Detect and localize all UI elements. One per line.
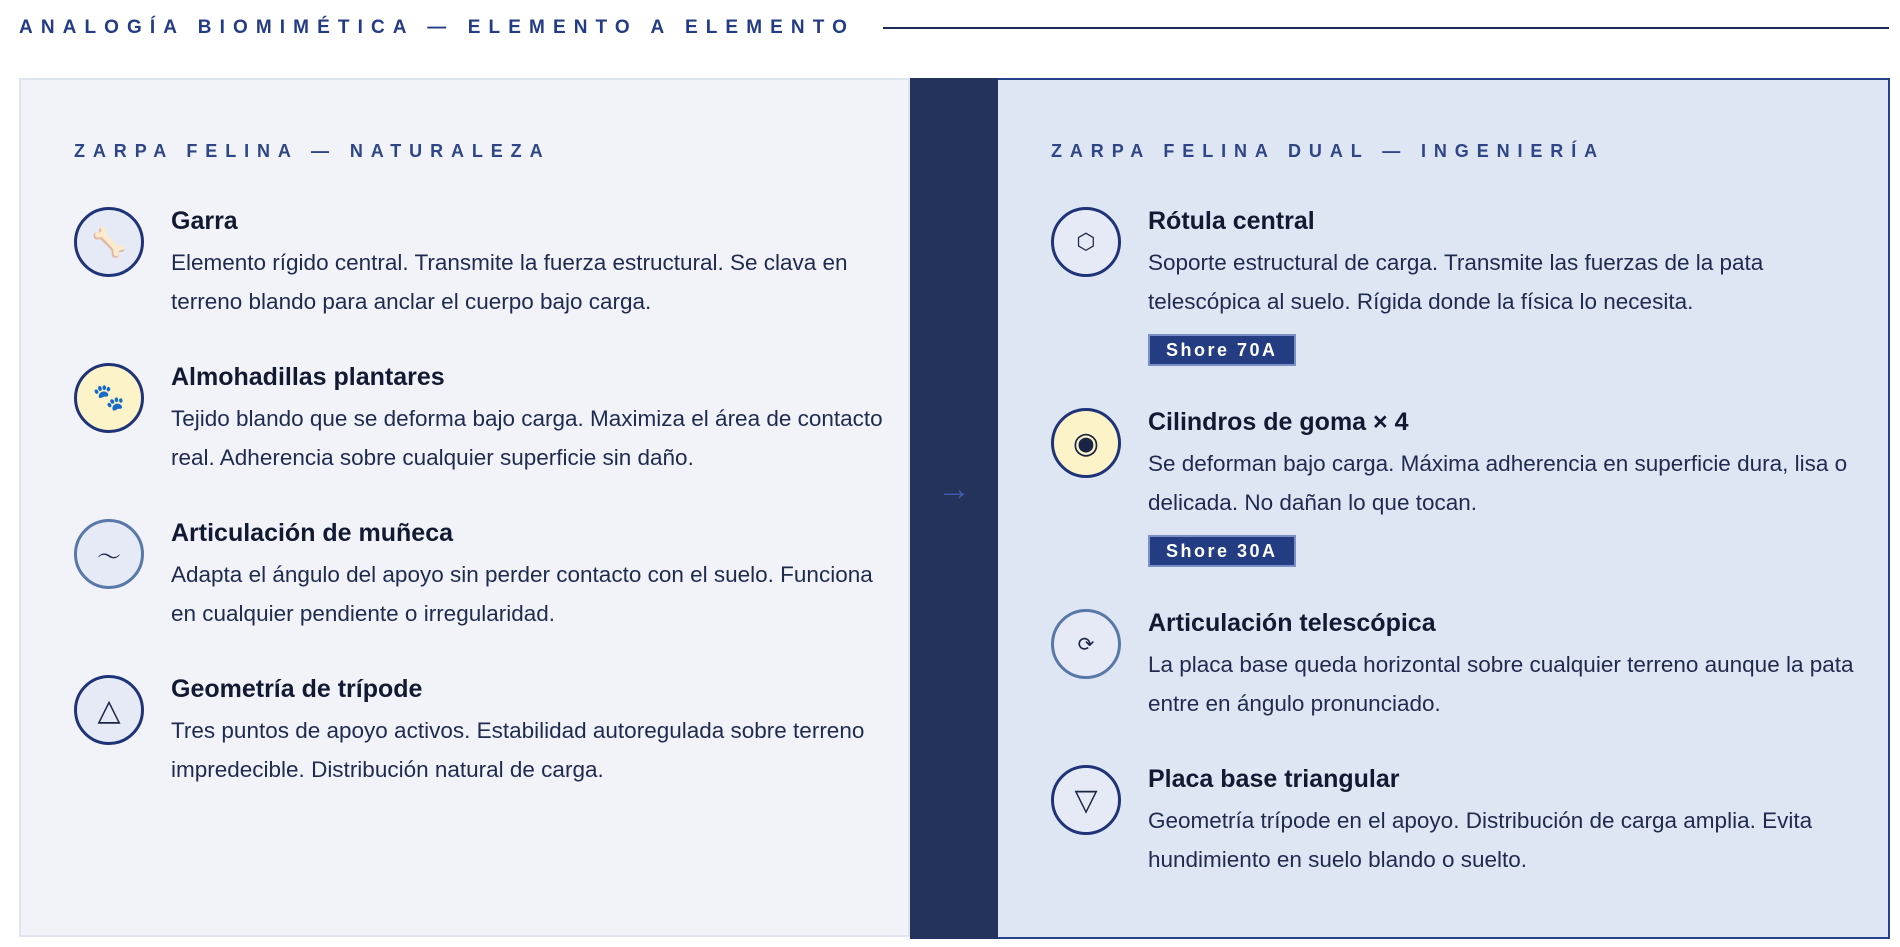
item-title: Cilindros de goma × 4 — [1148, 408, 1409, 436]
item-title: Articulación telescópica — [1148, 609, 1436, 637]
header-divider — [883, 27, 1889, 29]
bone-icon: 🦴 — [74, 207, 144, 277]
item-title: Garra — [171, 207, 238, 235]
header — [19, 16, 1889, 40]
item-description: Elemento rígido central. Transmite la fuerza estructural. Se clava en terreno blando para anclar el cuerpo bajo carga. — [171, 250, 848, 314]
item-description: Geometría trípode en el apoyo. Distribución de carga amplia. Evita hundimiento en suelo blando o suelto. — [1148, 808, 1813, 872]
hardness-badge: Shore 30A — [1148, 535, 1296, 567]
hexagon-icon: ⬡ — [1051, 207, 1121, 277]
item-description: Adapta el ángulo del apoyo sin perder contacto con el suelo. Funciona en cualquier pendiente o irregularidad. — [171, 562, 873, 626]
nature-column-label: ZARPA FELINA — NATURALEZA — [74, 141, 551, 161]
wave-icon: 〜 — [74, 519, 144, 589]
item-title: Rótula central — [1148, 207, 1315, 235]
engineering-column-label: ZARPA FELINA DUAL — INGENIERÍA — [1051, 141, 1606, 161]
item-title: Articulación de muñeca — [171, 519, 454, 547]
rotate-icon: ⟳ — [1051, 609, 1121, 679]
item-description: La placa base queda horizontal sobre cualquier terreno aunque la pata entre en ángulo pronunciado. — [1148, 652, 1854, 716]
item-description: Tejido blando que se deforma bajo carga. Maximiza el área de contacto real. Adherencia sobre cualquier superficie sin daño. — [171, 406, 883, 470]
nature-panel — [19, 78, 910, 937]
paw-prints-icon: 🐾 — [74, 363, 144, 433]
triangle-up-icon: △ — [74, 675, 144, 745]
item-description: Tres puntos de apoyo activos. Estabilidad autoregulada sobre terreno impredecible. Distribución natural de carga. — [171, 718, 865, 782]
triangle-down-icon: ▽ — [1051, 765, 1121, 835]
engineering-panel — [998, 78, 1890, 939]
arrow-right-icon: → — [937, 470, 971, 508]
page-title: ANALOGÍA BIOMIMÉTICA — ELEMENTO A ELEMENTO — [19, 17, 855, 38]
transition-band — [910, 78, 998, 939]
item-title: Almohadillas plantares — [171, 363, 445, 391]
radio-dot-icon: ◉ — [1051, 408, 1121, 478]
item-title: Placa base triangular — [1148, 765, 1400, 793]
item-title: Geometría de trípode — [171, 675, 423, 703]
item-description: Soporte estructural de carga. Transmite las fuerzas de la pata telescópica al suelo. Rígida donde la física lo necesita. — [1148, 250, 1764, 314]
item-description: Se deforman bajo carga. Máxima adherencia en superficie dura, lisa o delicada. No dañan lo que tocan. — [1148, 451, 1848, 515]
hardness-badge: Shore 70A — [1148, 334, 1296, 366]
